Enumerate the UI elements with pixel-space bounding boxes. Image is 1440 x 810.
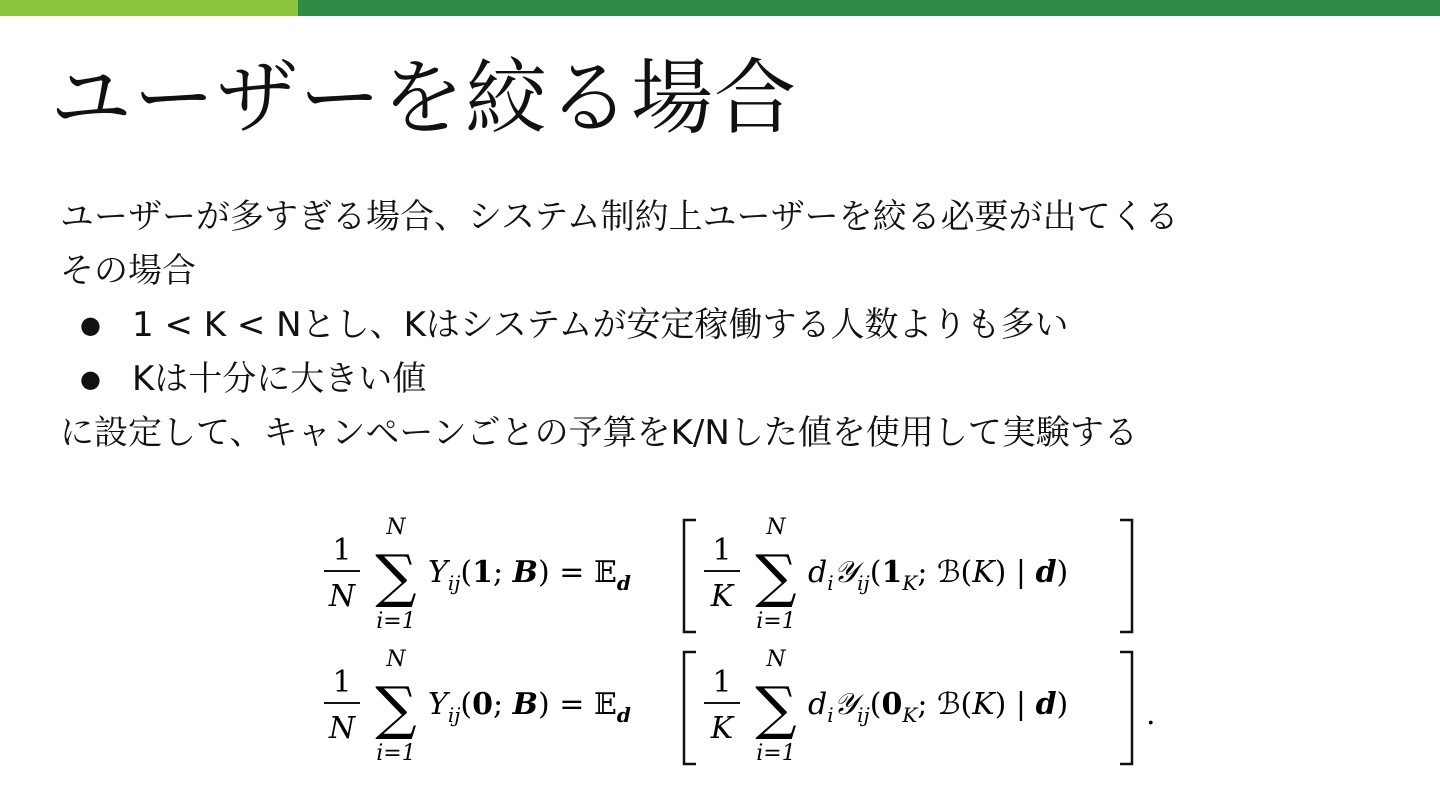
bullet-text: 1 < K < Nとし、Kはシステムが安定稼働する人数よりも多い <box>132 305 1069 345</box>
bullet-icon: ● <box>80 311 101 339</box>
equation-block <box>318 510 1178 770</box>
frac-numerator: 1 <box>332 533 352 568</box>
svg-text:i=1: i=1 <box>756 741 796 766</box>
left-bracket <box>684 652 696 764</box>
lhs-term: $Y_{ij}(0$; B) = 𝔼$_d$ <box>428 687 631 727</box>
sum-icon: ∑ <box>755 674 797 742</box>
sum-icon: ∑ <box>375 542 417 610</box>
left-bracket <box>684 520 696 632</box>
svg-text:N: N <box>766 515 786 540</box>
sum-lower: i=1 <box>376 609 416 634</box>
sum-upper: N <box>386 515 406 540</box>
svg-text:i=1: i=1 <box>376 741 416 766</box>
body-line-2: その場合 <box>60 251 196 291</box>
svg-text:K: K <box>710 711 734 746</box>
svg-text:1: 1 <box>332 665 352 700</box>
bullet-list <box>60 298 1400 406</box>
treatment-value: 1 <box>472 555 494 590</box>
svg-text:1: 1 <box>712 665 732 700</box>
treatment-value: 0 <box>472 687 494 722</box>
sum-icon: ∑ <box>755 542 797 610</box>
svg-text:N: N <box>328 711 356 746</box>
bullet-text: Kは十分に大きい値 <box>132 359 427 399</box>
accent-bar-dark <box>298 0 1440 16</box>
svg-text:N: N <box>766 647 786 672</box>
bullet-icon: ● <box>80 365 101 393</box>
body-line-1: ユーザーが多すぎる場合、システム制約上ユーザーを絞る必要が出てくる <box>60 197 1179 237</box>
bullet-item <box>60 352 1400 406</box>
svg-text:1: 1 <box>712 533 732 568</box>
svg-text:N: N <box>386 647 406 672</box>
frac-denominator: N <box>328 579 356 614</box>
lhs-term: $Y_{ij}(1$; B) = 𝔼$_d$ <box>428 555 631 595</box>
equation-row-2 <box>324 647 1156 766</box>
rhs-term: $d_i𝒴_{ij}(0_K$; ℬ(K) | d) <box>808 687 1069 727</box>
slide-body <box>60 190 1400 460</box>
sum-icon: ∑ <box>375 674 417 742</box>
top-accent-bar <box>0 0 1440 16</box>
rhs-term: $d_i𝒴_{ij}(1_K$; ℬ(K) | d) <box>808 555 1069 595</box>
right-bracket <box>1120 520 1132 632</box>
final-period: . <box>1146 697 1156 732</box>
svg-text:K: K <box>710 579 734 614</box>
bullet-item <box>60 298 1400 352</box>
equation-svg <box>318 510 1178 770</box>
right-bracket <box>1120 652 1132 764</box>
body-line-3: に設定して、キャンペーンごとの予算をK/Nした値を使用して実験する <box>60 413 1138 453</box>
accent-bar-light <box>0 0 298 16</box>
slide-title: ユーザーを絞る場合 <box>50 51 798 146</box>
svg-text:i=1: i=1 <box>756 609 796 634</box>
equation-row-1 <box>324 515 1132 634</box>
